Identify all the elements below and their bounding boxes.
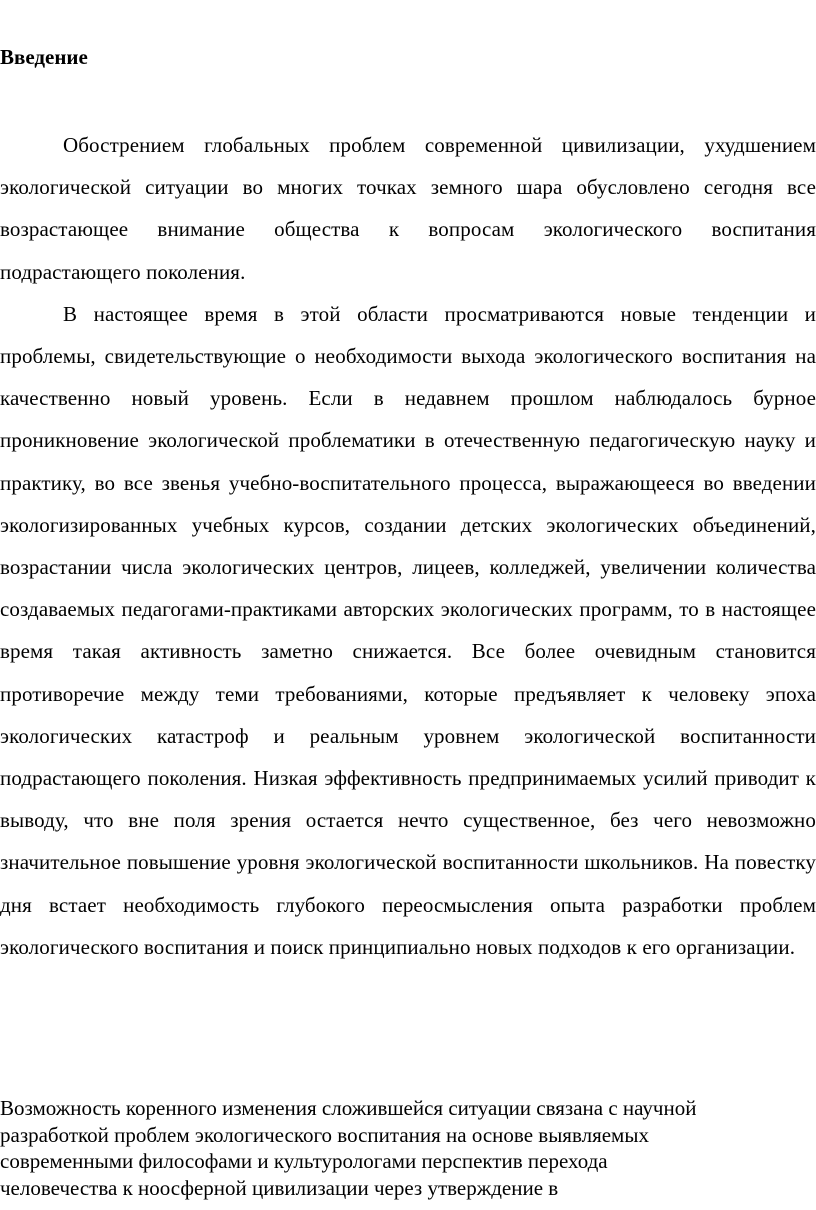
tail-line: разработкой проблем экологического воспитания на основе выявляемых xyxy=(0,1122,649,1147)
document-body xyxy=(0,124,816,968)
tail-line: Возможность коренного изменения сложившейся ситуации связана с научной xyxy=(0,1096,697,1120)
tail-line: современными философами и культурологами перспектив перехода xyxy=(0,1149,608,1173)
document-tail-paragraph xyxy=(0,1095,816,1201)
document-heading: Введение xyxy=(0,45,88,69)
tail-line: человечества к ноосферной цивилизации через утверждение в xyxy=(0,1175,559,1200)
paragraph-intro: Обострением глобальных проблем современной цивилизации, ухудшением экологической ситуации во многих точках земного шара обусловлено сегодня все возрастающее внимание общества к вопросам экологического воспитания подрастающего поколения. xyxy=(0,133,816,284)
paragraph-trends: В настоящее время в этой области просматриваются новые тенденции и проблемы, свидетельствующие о необходимости выхода экологического воспитания на качественно новый уровень. Если в недавнем прошлом наблюдалось бурное проникновение экологической проблематики в отечественную педагогическую науку и практику, во все звенья учебно-воспитательного процесса, выражающееся во введении экологизированных учебных курсов, создании детских экологических объединений, возрастании числа экологических центров, лицеев, колледжей, увеличении количества создаваемых педагогами-практиками авторских экологических программ, то в настоящее время такая активность заметно снижается. Все более очевидным становится противоречие между теми требованиями, которые предъявляет к человеку эпоха экологических катастроф и реальным уровнем экологической воспитанности подрастающего поколения. Низкая эффективность предпринимаемых усилий приводит к выводу, что вне поля зрения остается нечто существенное, без чего невозможно значительное повышение уровня экологической воспитанности школьников. На повестку дня встает необходимость глубокого переосмысления опыта разработки проблем экологического воспитания и поиск принципиально новых подходов к его организации. xyxy=(0,301,816,959)
